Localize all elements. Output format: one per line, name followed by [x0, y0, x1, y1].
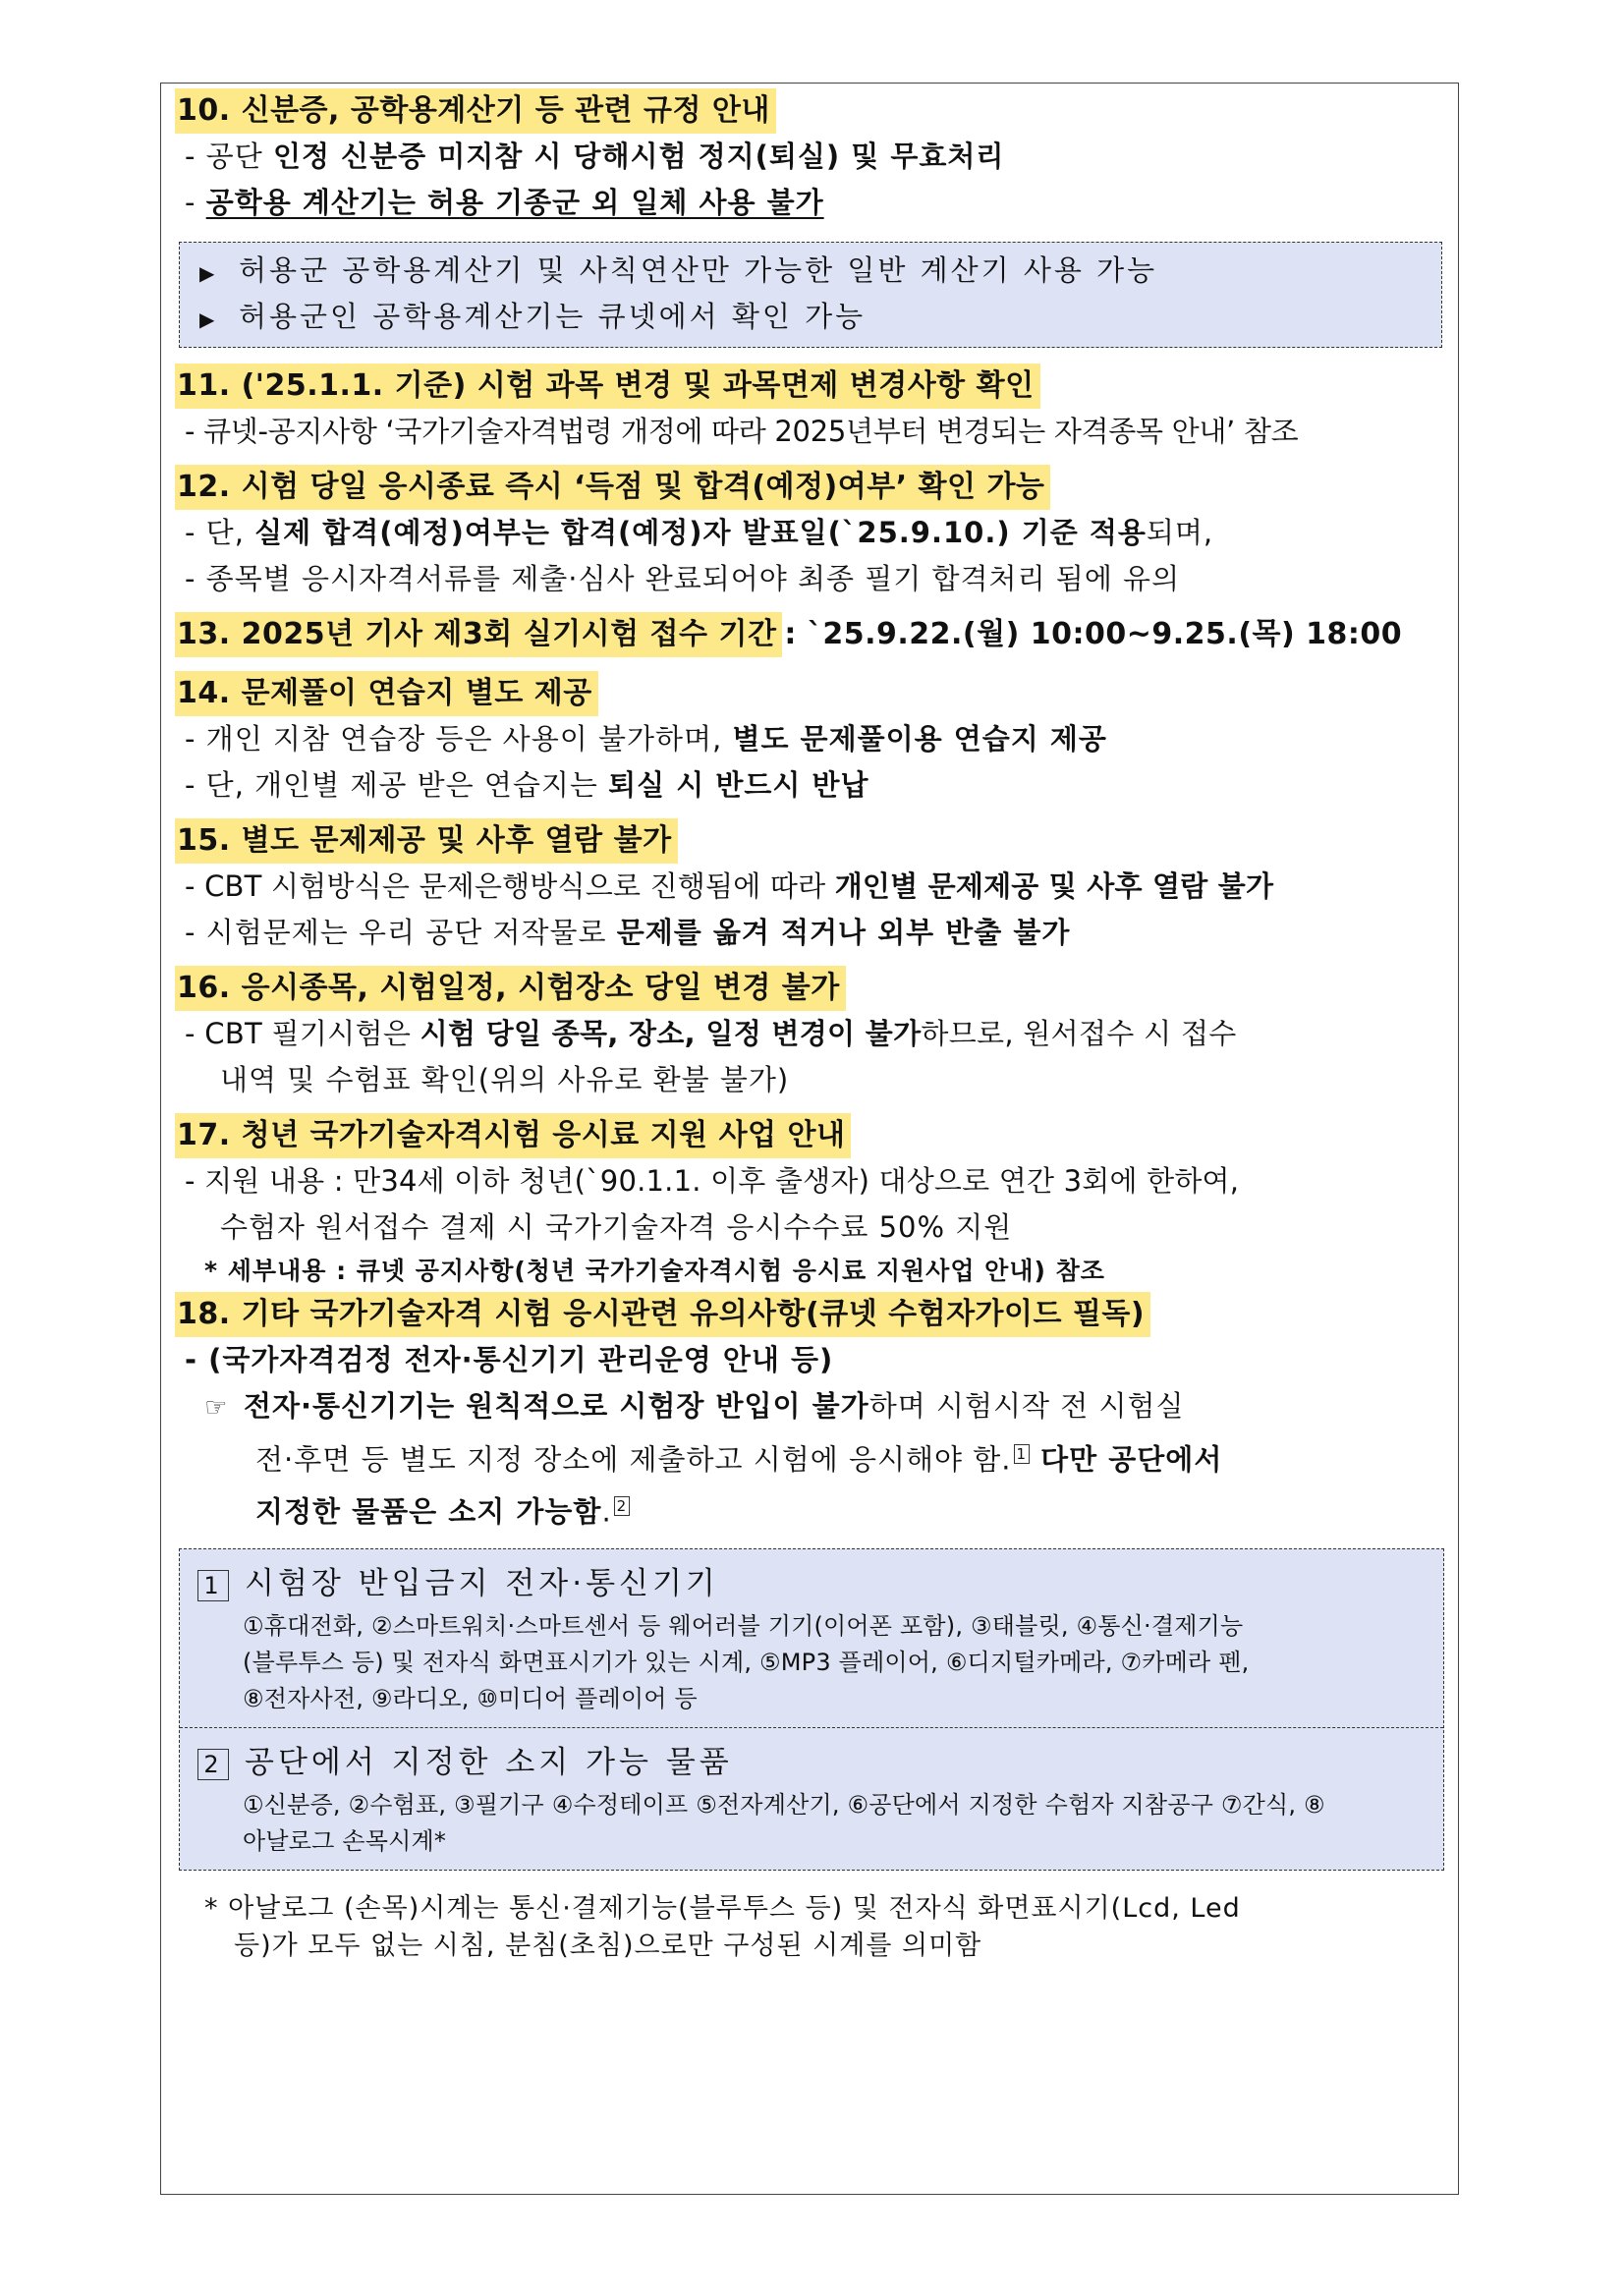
notice-content — [175, 88, 1452, 1965]
section-17-title: 17. 청년 국가기술자격시험 응시료 지원 사업 안내 — [175, 1113, 851, 1158]
section-15-title: 15. 별도 문제제공 및 사후 열람 불가 — [175, 818, 678, 864]
section-18-subtitle: - (국가자격검정 전자·통신기기 관리운영 안내 등) — [185, 1343, 834, 1376]
triangle-bullet-icon: ▶ — [199, 261, 218, 285]
calculator-info-box — [179, 242, 1442, 348]
prohibited-devices-line: (블루투스 등) 및 전자식 화면표시기가 있는 시계, ⑤MP3 플레이어, ⑥디지털카메라, ⑦카메라 펜, — [243, 1649, 1250, 1677]
footnote-line: * 아날로그 (손목)시계는 통신·결제기능(블루투스 등) 및 전자식 화면표시기(Lcd, Led — [204, 1893, 1241, 1925]
allowed-items-title: 2 공단에서 지정한 소지 가능 물품 — [197, 1738, 1424, 1787]
section-15-line-1: - CBT 시험방식은 문제은행방식으로 진행됨에 따라 개인별 문제제공 및 사후 열람 불가 — [185, 869, 1274, 903]
section-18-para-line-1: ☞ 전자·통신기기는 원칙적으로 시험장 반입이 불가하며 시험시작 전 시험실 — [175, 1383, 1452, 1431]
prohibited-devices-title: 1 시험장 반입금지 전자·통신기기 — [197, 1559, 1424, 1608]
section-10-line-1: - 공단 인정 신분증 미지참 시 당해시험 정지(퇴실) 및 무효처리 — [185, 140, 1005, 173]
section-11 — [175, 364, 1452, 455]
section-14-line-2: - 단, 개인별 제공 받은 연습지는 퇴실 시 반드시 반납 — [185, 768, 869, 802]
section-16-line-2: 내역 및 수험표 확인(위의 사유로 환불 불가) — [220, 1063, 790, 1096]
section-18-title: 18. 기타 국가기술자격 시험 응시관련 유의사항(큐넷 수험자가이드 필독) — [175, 1292, 1150, 1337]
box-number-2: 2 — [197, 1749, 229, 1780]
calculator-info-item: ▶ 허용군인 공학용계산기는 큐넷에서 확인 가능 — [199, 295, 1422, 341]
section-12-line-2: - 종목별 응시자격서류를 제출·심사 완료되어야 최종 필기 합격처리 됨에 유의 — [185, 562, 1181, 595]
prohibited-devices-line: ①휴대전화, ②스마트워치·스마트센서 등 웨어러블 기기(이어폰 포함), ③태블릿, ④통신·결제기능 — [243, 1612, 1244, 1641]
footnote-marker-2: 2 — [614, 1496, 631, 1516]
section-18-para-line-2: 전·후면 등 별도 지정 장소에 제출하고 시험에 응시해야 함. $^1$ 다만 공단에서 — [255, 1442, 1223, 1477]
section-17-line-2: 수험자 원서접수 결제 시 국가기술자격 응시수수료 50% 지원 — [220, 1210, 1013, 1244]
section-12 — [175, 465, 1452, 602]
section-11-line-1: - 큐넷-공지사항 ‘국가기술자격법령 개정에 따라 2025년부터 변경되는 자격종목 안내’ 참조 — [185, 415, 1299, 448]
prohibited-devices-part — [180, 1549, 1443, 1727]
section-16-title: 16. 응시종목, 시험일정, 시험장소 당일 변경 불가 — [175, 966, 846, 1011]
section-15-line-2: - 시험문제는 우리 공단 저작물로 문제를 옮겨 적거나 외부 반출 불가 — [185, 916, 1071, 949]
footnote-marker-1: 1 — [1014, 1444, 1031, 1464]
section-17 — [175, 1113, 1452, 1292]
section-18 — [175, 1292, 1452, 1965]
section-17-note: * 세부내용 : 큐넷 공지사항(청년 국가기술자격시험 응시료 지원사업 안내) 참조 — [204, 1257, 1105, 1285]
calculator-info-item: ▶ 허용군 공학용계산기 및 사칙연산만 가능한 일반 계산기 사용 가능 — [199, 249, 1422, 295]
analog-watch-footnote — [175, 1890, 1452, 1965]
section-15 — [175, 818, 1452, 956]
section-13 — [175, 612, 1452, 657]
section-14 — [175, 671, 1452, 809]
prohibited-devices-line: ⑧전자사전, ⑨라디오, ⑩미디어 플레이어 등 — [243, 1685, 698, 1713]
device-rules-box — [179, 1548, 1444, 1871]
pointing-hand-icon: ☞ — [204, 1393, 229, 1423]
footnote-line: 등)가 모두 없는 시침, 분침(초침)으로만 구성된 시계를 의미함 — [234, 1931, 982, 1962]
section-12-title: 12. 시험 당일 응시종료 즉시 ‘득점 및 합격(예정)여부’ 확인 가능 — [175, 465, 1050, 510]
section-18-para-line-3: 지정한 물품은 소지 가능함. $^2$ — [175, 1484, 1452, 1536]
section-16-line-1: - CBT 필기시험은 시험 당일 종목, 장소, 일정 변경이 불가하므로, 원서접수 시 접수 — [185, 1017, 1237, 1050]
section-13-period: : `25.9.22.(월) 10:00~9.25.(목) 18:00 — [784, 617, 1403, 651]
triangle-bullet-icon: ▶ — [199, 308, 218, 331]
section-11-title: 11. ('25.1.1. 기준) 시험 과목 변경 및 과목면제 변경사항 확인 — [175, 364, 1040, 409]
section-17-line-1: - 지원 내용 : 만34세 이하 청년(`90.1.1. 이후 출생자) 대상으로 연간 3회에 한하여, — [185, 1164, 1240, 1198]
section-10-line-2: - 공학용 계산기는 허용 기종군 외 일체 사용 불가 — [185, 186, 824, 219]
section-10-title: 10. 신분증, 공학용계산기 등 관련 규정 안내 — [175, 88, 776, 134]
section-10 — [175, 88, 1452, 348]
allowed-items-part — [180, 1727, 1443, 1870]
box-number-1: 1 — [197, 1570, 229, 1601]
section-14-title: 14. 문제풀이 연습지 별도 제공 — [175, 671, 598, 716]
allowed-items-line: ①신분증, ②수험표, ③필기구 ④수정테이프 ⑤전자계산기, ⑥공단에서 지정한 수험자 지참공구 ⑦간식, ⑧ — [243, 1791, 1325, 1820]
section-14-line-1: - 개인 지참 연습장 등은 사용이 불가하며, 별도 문제풀이용 연습지 제공 — [185, 722, 1107, 756]
section-16 — [175, 966, 1452, 1103]
allowed-items-line: 아날로그 손목시계* — [243, 1827, 447, 1856]
section-13-title: 13. 2025년 기사 제3회 실기시험 접수 기간 — [175, 612, 782, 657]
section-12-line-1: - 단, 실제 합격(예정)여부는 합격(예정)자 발표일(`25.9.10.) 기준 적용되며, — [185, 516, 1214, 549]
